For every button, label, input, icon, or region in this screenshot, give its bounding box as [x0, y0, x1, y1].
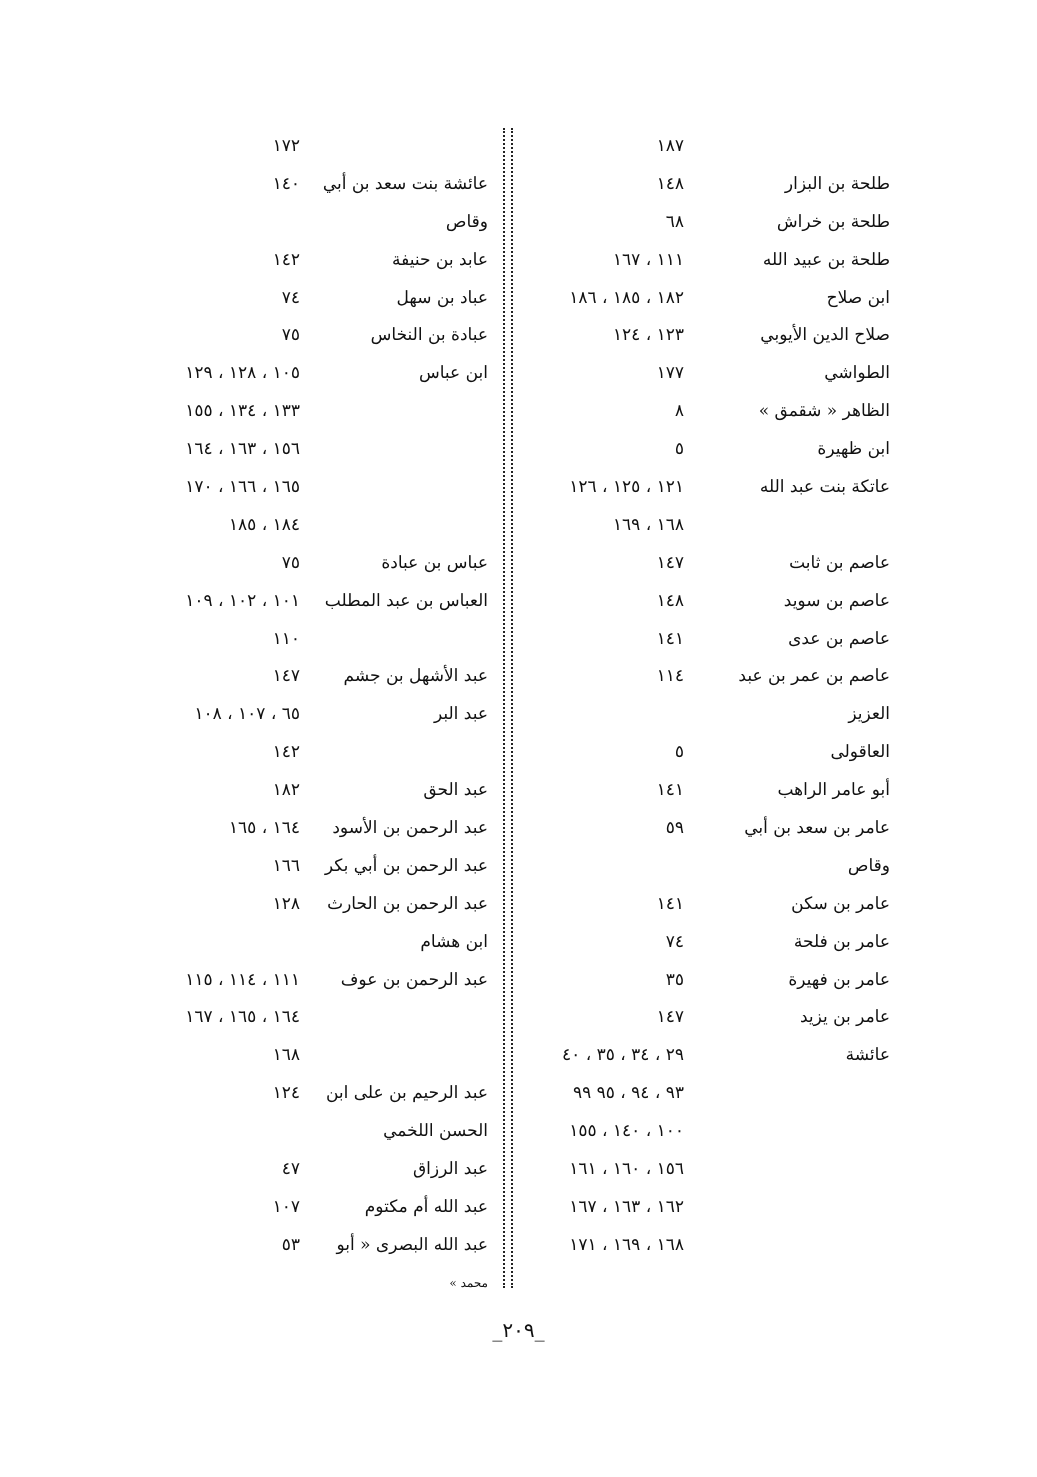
entry-pages: ١٠٥ ، ١٢٨ ، ١٢٩: [185, 363, 300, 384]
entry-pages: ١٨٢: [272, 780, 300, 801]
entry-name: عامر بن فهيرة: [788, 969, 890, 990]
index-entry: [140, 1227, 500, 1265]
entry-name: الحسن اللخمي: [383, 1121, 488, 1142]
index-entry: [140, 886, 500, 924]
entry-name: ابن عباس: [418, 363, 488, 384]
index-entry: [520, 507, 890, 545]
entry-pages: ١٦٦: [272, 855, 300, 876]
index-entry: [520, 204, 890, 242]
entry-pages: ١٨٢ ، ١٨٥ ، ١٨٦: [569, 287, 684, 308]
entry-pages: ١١١ ، ١١٤ ، ١١٥: [185, 969, 300, 990]
entry-pages: ١٠٠ ، ١٤٠ ، ١٥٥: [569, 1121, 684, 1142]
index-entry: [140, 734, 500, 772]
entry-pages: ٥: [674, 742, 684, 763]
index-entry: [140, 658, 500, 696]
entry-name: عبد الرحمن بن الحارث: [327, 893, 488, 914]
index-entry: [140, 810, 500, 848]
entry-name: ابن ظهيرة: [817, 439, 890, 460]
entry-pages: ١١٤: [656, 666, 684, 687]
entry-name: طلحة بن البزار: [784, 173, 890, 194]
index-entry: [140, 545, 500, 583]
index-entry: [140, 1037, 500, 1075]
entry-name: العاقولى: [830, 742, 890, 763]
entry-name: عبد البر: [433, 704, 488, 725]
entry-name: عامر بن يزيد: [799, 1007, 890, 1028]
entry-pages: ١٤٠: [272, 173, 300, 194]
index-entry: [140, 355, 500, 393]
entry-name: ابن هشام: [420, 931, 488, 952]
index-entry: [520, 696, 890, 734]
entry-pages: ٥: [674, 439, 684, 460]
index-entry: [140, 1265, 500, 1303]
entry-name: الطواشي: [824, 363, 890, 384]
entry-pages: ٧٤: [665, 931, 684, 952]
entry-pages: ١٥٦ ، ١٦٠ ، ١٦١: [569, 1159, 684, 1180]
index-entry: [140, 317, 500, 355]
entry-pages: ٤٧: [281, 1159, 300, 1180]
entry-pages: ١٤٨: [656, 590, 684, 611]
index-entry: [520, 886, 890, 924]
entry-pages: ١٢١ ، ١٢٥ ، ١٢٦: [569, 477, 684, 498]
index-entry: [140, 962, 500, 1000]
index-entry: [140, 166, 500, 204]
entry-name: عامر بن فلحة: [793, 931, 890, 952]
entry-pages: ١٥٦ ، ١٦٣ ، ١٦٤: [185, 439, 300, 460]
entry-name: وقاص: [847, 855, 890, 876]
entry-name: عبد الرحمن بن عوف: [340, 969, 488, 990]
index-entry: [140, 469, 500, 507]
index-entry: [140, 242, 500, 280]
entry-pages: ١٤٨: [656, 173, 684, 194]
index-entry: [520, 734, 890, 772]
entry-pages: ١١٠: [272, 628, 300, 649]
entry-pages: ١١١ ، ١٦٧: [612, 249, 684, 270]
entry-name: عبد الرحيم بن على ابن: [325, 1083, 488, 1104]
index-entry: [520, 469, 890, 507]
index-entry: [520, 280, 890, 318]
index-entry: [140, 431, 500, 469]
entry-pages: ١٦٥ ، ١٦٦ ، ١٧٠: [185, 477, 300, 498]
entry-name: عابد بن حنيفة: [392, 249, 488, 270]
index-entry: [520, 924, 890, 962]
entry-pages: ٣٥: [665, 969, 684, 990]
entry-name: ابن صلاح: [826, 287, 890, 308]
entry-pages: ١٦٤ ، ١٦٥: [228, 818, 300, 839]
entry-pages: ٢٩ ، ٣٤ ، ٣٥ ، ٤٠: [562, 1045, 684, 1066]
entry-name: عائشة: [845, 1045, 890, 1066]
entry-pages: ١٤٧: [272, 666, 300, 687]
entry-name: عبد الحق: [423, 780, 488, 801]
entry-pages: ١٧٧: [656, 363, 684, 384]
index-entry: [520, 431, 890, 469]
index-entry: [520, 393, 890, 431]
entry-pages: ٨: [674, 401, 684, 422]
index-entry: [520, 166, 890, 204]
index-entry: [140, 280, 500, 318]
entry-pages: ١٤١: [656, 780, 684, 801]
entry-name: عاصم بن عدى: [788, 628, 890, 649]
entry-pages: ١٤١: [656, 628, 684, 649]
entry-pages: ١٦٨ ، ١٦٩ ، ١٧١: [569, 1234, 684, 1255]
entry-pages: ٥٣: [281, 1234, 300, 1255]
entry-pages: ١٢٤: [272, 1083, 300, 1104]
index-entry: [140, 204, 500, 242]
entry-pages: ١٢٨: [272, 893, 300, 914]
right-index-column: [520, 128, 890, 1265]
entry-name: العزيز: [848, 704, 890, 725]
entry-name: طلحة بن عبيد الله: [762, 249, 890, 270]
entry-name: عبد الرحمن بن الأسود: [332, 818, 488, 839]
entry-name: عبد الأشهل بن جشم: [343, 666, 488, 687]
entry-name: وقاص: [445, 211, 488, 232]
entry-pages: ١٣٣ ، ١٣٤ ، ١٥٥: [185, 401, 300, 422]
index-entry: [140, 1113, 500, 1151]
index-entry: [520, 999, 890, 1037]
entry-pages: ١٠٧: [272, 1196, 300, 1217]
index-entry: [520, 848, 890, 886]
entry-pages: ١٤٧: [656, 552, 684, 573]
index-entry: [140, 999, 500, 1037]
index-entry: [140, 128, 500, 166]
index-entry: [520, 1189, 890, 1227]
entry-name: عباس بن عبادة: [381, 552, 488, 573]
entry-name: عاصم بن عمر بن عبد: [738, 666, 890, 687]
page-number: _٢٠٩_: [492, 1318, 545, 1342]
index-entry: [140, 924, 500, 962]
entry-pages: ١٦٤ ، ١٦٥ ، ١٦٧: [185, 1007, 300, 1028]
index-entry: [520, 317, 890, 355]
index-entry: [520, 1151, 890, 1189]
entry-name: عبد الرحمن بن أبي بكر: [324, 855, 488, 876]
entry-pages: ١٤٢: [272, 249, 300, 270]
entry-name: طلحة بن خراش: [776, 211, 890, 232]
index-entry: [520, 658, 890, 696]
index-entry: [140, 848, 500, 886]
entry-pages: ١٦٨ ، ١٦٩: [612, 514, 684, 535]
entry-pages: ١٢٣ ، ١٢٤: [612, 325, 684, 346]
entry-name: العباس بن عبد المطلب: [324, 590, 488, 611]
index-entry: [140, 1151, 500, 1189]
index-entry: [140, 1189, 500, 1227]
index-entry: [520, 1113, 890, 1151]
index-entry: [140, 621, 500, 659]
entry-name: عائشة بنت سعد بن أبي: [322, 173, 488, 194]
entry-name: الظاهر « شقمق »: [758, 401, 890, 422]
entry-name: عبد الرزاق: [412, 1159, 488, 1180]
entry-name: عامر بن سكن: [791, 893, 890, 914]
entry-pages: ٧٤: [281, 287, 300, 308]
entry-name: عباد بن سهل: [396, 287, 488, 308]
entry-pages: ١٨٧: [656, 136, 684, 156]
index-entry: [520, 128, 890, 166]
entry-pages: ١٨٤ ، ١٨٥: [228, 514, 300, 535]
index-entry: [140, 393, 500, 431]
entry-pages: ١٤٢: [272, 742, 300, 763]
left-index-column: [140, 128, 500, 1303]
entry-name: عاصم بن ثابت: [789, 552, 890, 573]
entry-pages: ٧٥: [281, 552, 300, 573]
entry-name: صلاح الدين الأيوبي: [760, 325, 890, 346]
entry-pages: ١٧٢: [272, 136, 300, 156]
index-entry: [140, 507, 500, 545]
entry-pages: ١٠١ ، ١٠٢ ، ١٠٩: [185, 590, 300, 611]
entry-pages: ٧٥: [281, 325, 300, 346]
entry-name: عامر بن سعد بن أبي: [744, 818, 890, 839]
index-entry: [520, 1037, 890, 1075]
entry-pages: ٦٨: [665, 211, 684, 232]
entry-pages: ١٦٨: [272, 1045, 300, 1066]
entry-name: أبو عامر الراهب: [777, 780, 890, 801]
entry-pages: ٩٣ ، ٩٤ ، ٩٥ ٩٩: [572, 1083, 684, 1104]
entry-pages: ٦٥ ، ١٠٧ ، ١٠٨: [194, 704, 300, 725]
index-entry: [140, 772, 500, 810]
entry-name: عاتكة بنت عبد الله: [759, 477, 890, 498]
index-entry: [520, 1227, 890, 1265]
entry-name: عبد الله البصرى « أبو: [336, 1234, 488, 1255]
entry-name: عاصم بن سويد: [783, 590, 890, 611]
index-entry: [520, 962, 890, 1000]
index-entry: [140, 1075, 500, 1113]
entry-pages: ١٦٢ ، ١٦٣ ، ١٦٧: [569, 1196, 684, 1217]
index-entry: [520, 810, 890, 848]
entry-pages: ١٤١: [656, 893, 684, 914]
entry-pages: ١٤٧: [656, 1007, 684, 1028]
index-entry: [520, 772, 890, 810]
column-divider: [503, 128, 513, 1288]
entry-name: عبادة بن النخاس: [370, 325, 488, 346]
index-entry: [520, 242, 890, 280]
index-entry: [520, 1075, 890, 1113]
index-entry: [520, 545, 890, 583]
index-entry: [140, 583, 500, 621]
entry-pages: ٥٩: [665, 818, 684, 839]
index-entry: [520, 621, 890, 659]
entry-name: عبد الله أم مكتوم: [364, 1196, 488, 1217]
index-entry: [520, 583, 890, 621]
entry-name: محمد »: [449, 1275, 488, 1290]
index-entry: [520, 355, 890, 393]
index-entry: [140, 696, 500, 734]
